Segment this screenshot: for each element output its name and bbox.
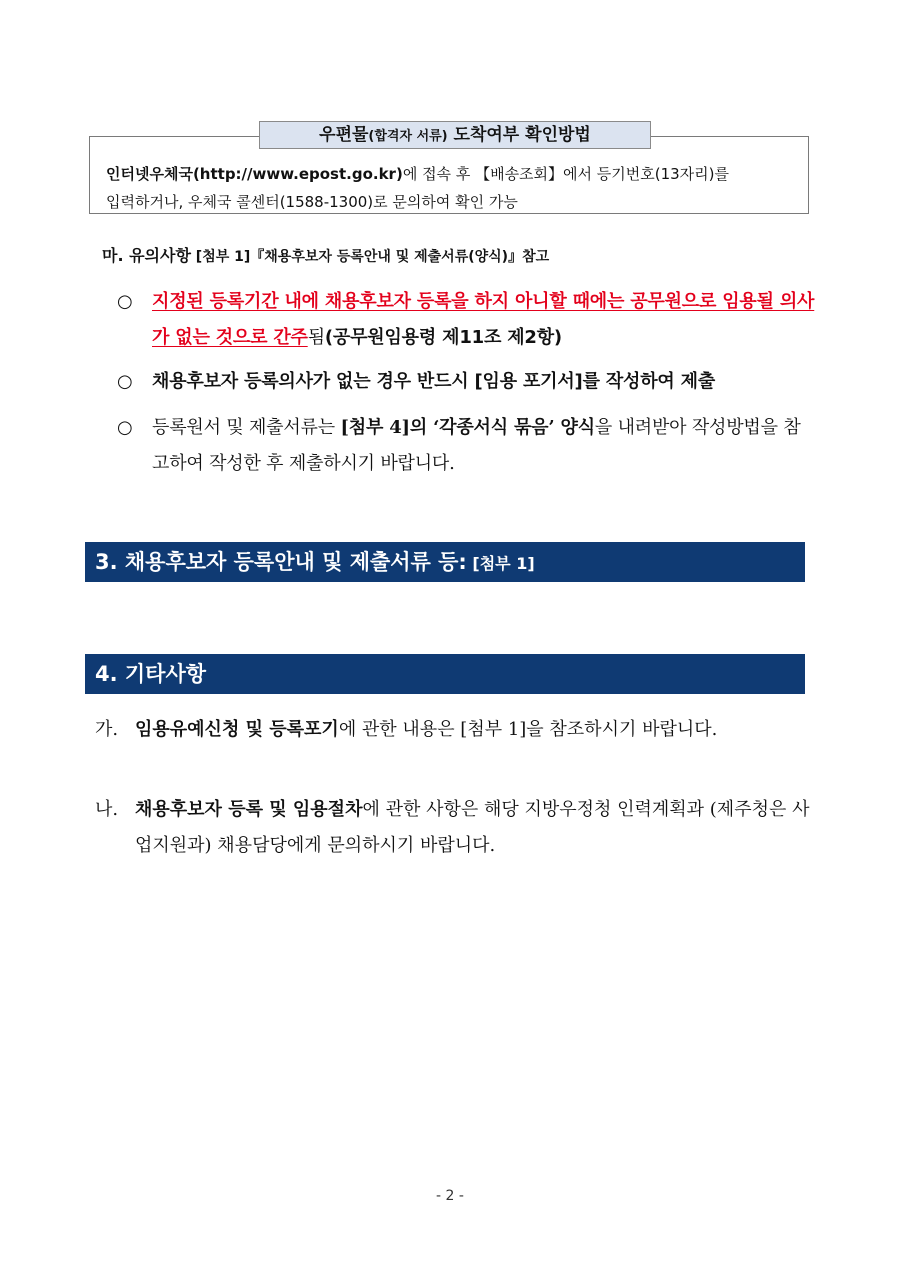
page-number: - 2 - <box>436 1188 464 1204</box>
bullet-1-body <box>117 284 817 356</box>
bullet-3-body <box>117 410 817 482</box>
bullet-circle-icon: ○ <box>117 371 133 392</box>
bullet-1-citation: (공무원임용령 제11조 제2항) <box>324 327 562 348</box>
list-item-ga-rest: 에 관한 내용은 [첨부 1]을 참조하시기 바랍니다. <box>338 719 718 740</box>
bullet-3-text-c: 을 내려받아 작성방법을 참고하여 작성한 후 제출하시기 바랍니다. <box>152 417 801 474</box>
bullet-circle-icon: ○ <box>117 417 133 438</box>
section-3-ref: [첨부 1] <box>466 554 535 573</box>
notice-title-main: 우편물 <box>319 125 369 145</box>
list-item-na-body <box>95 792 815 864</box>
bullet-3-text-a: 등록원서 및 제출서류는 <box>152 417 341 438</box>
section-3-title: 3. 채용후보자 등록안내 및 제출서류 등: <box>95 550 467 574</box>
list-item-na-bold: 채용후보자 등록 및 임용절차 <box>135 799 363 820</box>
notice-line-1-rest: 에 접속 후 【배송조회】에서 등기번호(13자리)를 <box>402 165 730 183</box>
list-item-na-rest: 에 관한 사항은 해당 지방우정청 인력계획과 (제주청은 사업지원과) 채용담당에게 문의하시기 바랍니다. <box>135 799 810 856</box>
notice-title-rest: 도착여부 확인방법 <box>447 125 591 145</box>
list-item-na-label: 나. <box>95 799 119 820</box>
bullet-2 <box>117 364 817 400</box>
notice-line-1 <box>106 160 796 188</box>
bullet-2-body <box>117 364 817 400</box>
list-item-ga-label: 가. <box>95 719 119 740</box>
bullet-circle-icon: ○ <box>117 291 133 312</box>
list-item-ga-bold: 임용유예신청 및 등록포기 <box>135 719 339 740</box>
section-ma-heading <box>102 242 802 271</box>
notice-link-text: 인터넷우체국(http://www.epost.go.kr) <box>106 165 403 183</box>
list-item-na <box>95 792 815 864</box>
bullet-3-text-bold: [첨부 4]의 ‘각종서식 묶음’ 양식 <box>340 417 595 438</box>
notice-line-2: 입력하거나, 우체국 콜센터(1588-1300)로 문의하여 확인 가능 <box>106 193 518 211</box>
bullet-1 <box>117 284 817 356</box>
section-ma-label: 마. 유의사항 <box>102 246 191 265</box>
notice-title-small: (합격자 서류) <box>368 129 448 144</box>
list-item-ga <box>95 712 815 748</box>
bullet-1-warning-tail: 됨 <box>307 327 325 348</box>
section-4-title: 4. 기타사항 <box>95 662 207 686</box>
section-ma-reference: [첨부 1]『채용후보자 등록안내 및 제출서류(양식)』참고 <box>190 249 550 265</box>
section-3-bar <box>85 542 805 582</box>
bullet-3 <box>117 410 817 482</box>
bullet-2-text: 채용후보자 등록의사가 없는 경우 반드시 [임용 포기서]를 작성하여 제출 <box>152 371 716 392</box>
notice-title <box>259 121 651 149</box>
notice-text <box>106 160 796 216</box>
section-4-bar <box>85 654 805 694</box>
list-item-ga-body <box>95 712 815 748</box>
bullet-1-warning: 지정된 등록기간 내에 채용후보자 등록을 하지 아니할 때에는 공무원으로 임용될 의사가 없는 것으로 간주 <box>152 291 815 348</box>
